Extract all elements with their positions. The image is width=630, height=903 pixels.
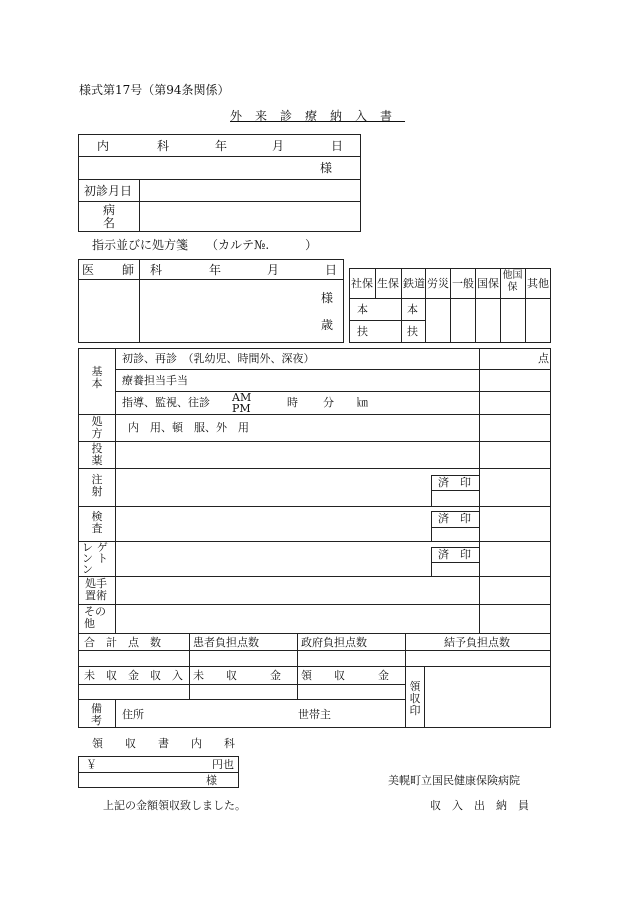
prescription-line: 指示並びに処方箋 （カルテ№. ） xyxy=(92,238,318,252)
ins-col-tetsudo: 鉄道 xyxy=(403,277,425,290)
doctor-month: 月 xyxy=(267,263,280,277)
ins-fu-2: 扶 xyxy=(407,325,418,338)
seifu-label: 政府負担点数 xyxy=(301,636,367,649)
kensa-label: 検査 xyxy=(91,510,103,535)
form-number: 様式第17号（第94条関係） xyxy=(79,83,230,97)
received-text: 上記の金額領収致しました。 xyxy=(103,799,246,812)
disease-label-1: 病 xyxy=(103,203,116,217)
ins-col-seiho: 生保 xyxy=(377,277,399,290)
sumi-in-2: 済 印 xyxy=(438,512,471,525)
row-first-visit: 初診、再診 （乳幼児、時間外、深夜） xyxy=(122,352,315,365)
day-label: 日 xyxy=(331,139,344,153)
mishu-kin-label: 未 収 金 xyxy=(193,669,281,682)
kihon-label: 基本 xyxy=(91,365,103,390)
ins-col-rosai: 労災 xyxy=(427,277,449,290)
footer-sama: 様 xyxy=(206,774,217,787)
enya-label: 円也 xyxy=(212,758,234,771)
shochi-label: 処手置術 xyxy=(85,577,107,602)
first-visit-label: 初診月日 xyxy=(84,184,133,198)
hospital-name: 美幌町立国民健康保険病院 xyxy=(388,774,520,787)
ryoshu-in-label: 領収印 xyxy=(409,680,421,717)
pm-label: PM xyxy=(232,402,251,415)
biko-label-2: 考 xyxy=(91,714,102,727)
sumi-in-3: 済 印 xyxy=(438,548,471,561)
ins-col-takokuho: 他国保 xyxy=(502,270,523,293)
doctor-sama: 様 xyxy=(321,291,334,305)
ins-fu-1: 扶 xyxy=(357,325,368,338)
month-label: 月 xyxy=(272,139,285,153)
rentgen-label: レゲントン xyxy=(82,541,112,576)
am-label: AM xyxy=(232,391,252,404)
sama-label: 様 xyxy=(320,161,333,175)
ins-col-kokuho: 国保 xyxy=(477,277,499,290)
jusho-label: 住所 xyxy=(122,708,144,721)
ins-col-ippan: 一般 xyxy=(452,277,474,290)
mishu-label: 未 収 金 収 入 xyxy=(84,669,183,682)
fun-label: 分 xyxy=(323,396,334,409)
ryoshu-kin-label: 領 収 金 xyxy=(301,669,389,682)
sumi-in-1: 済 印 xyxy=(438,476,471,489)
ins-hon-2: 本 xyxy=(407,303,418,316)
km-label: ㎞ xyxy=(357,396,368,409)
ins-col-sonota: 其他 xyxy=(527,277,549,290)
setainushi-label: 世帯主 xyxy=(298,708,331,721)
row-guidance: 指導、監視、往診 xyxy=(122,396,210,409)
yen-mark: ￥ xyxy=(86,758,97,771)
shoho-content: 内 用、頓 服、外 用 xyxy=(128,421,249,434)
kanja-label: 患者負担点数 xyxy=(193,636,259,649)
chusha-label: 注射 xyxy=(91,473,103,498)
dept-suffix: 科 xyxy=(157,139,170,153)
doctor-age: 歳 xyxy=(321,318,334,332)
shoho-label: 処方 xyxy=(91,415,103,440)
form-title: 外来診療納入書 xyxy=(230,109,406,123)
kekka-label: 結予負担点数 xyxy=(444,636,510,649)
doctor-dept: 科 xyxy=(150,263,163,277)
ins-hon-1: 本 xyxy=(357,303,368,316)
ji-label: 時 xyxy=(287,396,298,409)
ryoshusho-label: 領 収 書 内 科 xyxy=(92,737,235,750)
ins-col-shaho: 社保 xyxy=(351,277,373,290)
dept-label: 内 xyxy=(97,139,110,153)
biko-label-1: 備 xyxy=(91,702,102,715)
toyaku-label: 投薬 xyxy=(91,442,103,467)
doctor-label-1: 医 xyxy=(82,263,95,277)
gokei-label: 合 計 点 数 xyxy=(84,636,161,649)
doctor-year: 年 xyxy=(209,263,222,277)
year-label: 年 xyxy=(215,139,228,153)
clerk-label: 収 入 出 納 員 xyxy=(430,799,529,812)
ten-label: 点 xyxy=(538,352,549,365)
doctor-label-2: 師 xyxy=(122,263,135,277)
doctor-day: 日 xyxy=(325,263,338,277)
disease-label-2: 名 xyxy=(103,216,116,230)
row-care-allowance: 療養担当手当 xyxy=(122,374,188,387)
sonota-label: その他 xyxy=(84,605,106,630)
